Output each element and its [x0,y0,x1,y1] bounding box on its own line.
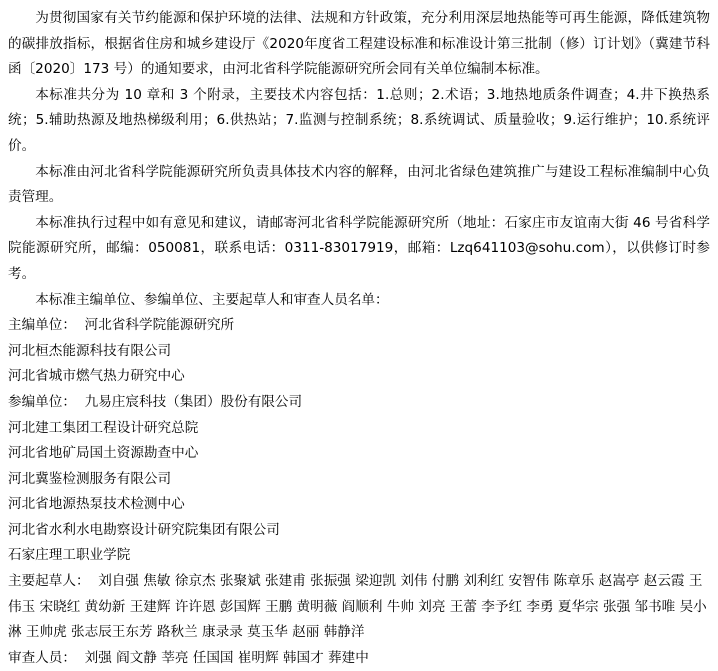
list-item-main-drafters: 主要起草人： 刘自强 焦敏 徐京杰 张聚斌 张建甫 张振强 梁迎凯 刘伟 付鹏 刘利红 安智伟 陈章乐 赵嵩亭 赵云霞 王伟玉 宋晓红 黄幼新 王建辉 许许恩 彭国辉 王鹏 黄明薇 阎顺利 牛帅 刘亮 王蕾 李予红 李勇 夏华宗 张强 邹书唯 吴小淋 王帅虎 张志辰王东芳 路秋兰 康录录 莫玉华 赵丽 韩静洋 [8,573,707,641]
list-item-unit-shijiazhuang-college: 石家庄理工职业学院 [8,547,131,564]
list-item-unit-heatpump-center: 河北省地源热泵技术检测中心 [8,496,185,513]
roster-list [8,313,710,671]
list-item-unit-jijian: 河北冀鉴检测服务有限公司 [8,470,172,487]
list-item-unit-shuili: 河北省水利水电勘察设计研究院集团有限公司 [8,521,280,538]
list-item-participating-units: 参编单位： 九易庄宸科技（集团）股份有限公司 [8,393,303,410]
list-item-reviewers: 审查人员： 刘强 阎文静 莘亮 任国国 崔明辉 韩国才 葬建中 [8,649,369,666]
paragraph-contents: 本标准共分为 10 章和 3 个附录，主要技术内容包括：1.总则；2.术语；3.地热地质条件调查；4.井下换热系统；5.辅助热源及地热梯级利用；6.供热站；7.监测与控制系统；8.系统调试、质量验收；9.运行维护；10.系统评价。 [8,86,710,154]
list-item-unit-dikuangju: 河北省地矿局国土资源勘查中心 [8,445,199,462]
list-item-unit-gas-heat: 河北省城市燃气热力研究中心 [8,368,185,385]
paragraph-interpretation: 本标准由河北省科学院能源研究所负责具体技术内容的解释，由河北省绿色建筑推广与建设工程标准编制中心负责管理。 [8,163,710,206]
paragraph-roster-intro: 本标准主编单位、参编单位、主要起草人和审查人员名单： [35,291,389,308]
paragraph-purpose: 为贯彻国家有关节约能源和保护环境的法律、法规和方针政策，充分利用深层地热能等可再生能源，降低建筑物的碳排放指标，根据省住房和城乡建设厅《2020年度省工程建设标准和标准设计第三批制（修）订计划》（冀建节科函〔2020〕173 号）的通知要求，由河北省科学院能源研究所会同有关单位编制本标准。 [8,10,710,78]
list-item-chief-editor-unit: 主编单位： 河北省科学院能源研究所 [8,317,235,334]
list-item-unit-jiangong: 河北建工集团工程设计研究总院 [8,419,199,436]
list-item-unit-hengjie: 河北桓杰能源科技有限公司 [8,342,172,359]
paragraph-feedback: 本标准执行过程中如有意见和建议，请邮寄河北省科学院能源研究所（地址：石家庄市友谊南大街 46 号省科学院能源研究所，邮编：050081，联系电话：0311-83017919，邮箱：Lzq641103@sohu.com），以供修订时参考。 [8,214,710,282]
